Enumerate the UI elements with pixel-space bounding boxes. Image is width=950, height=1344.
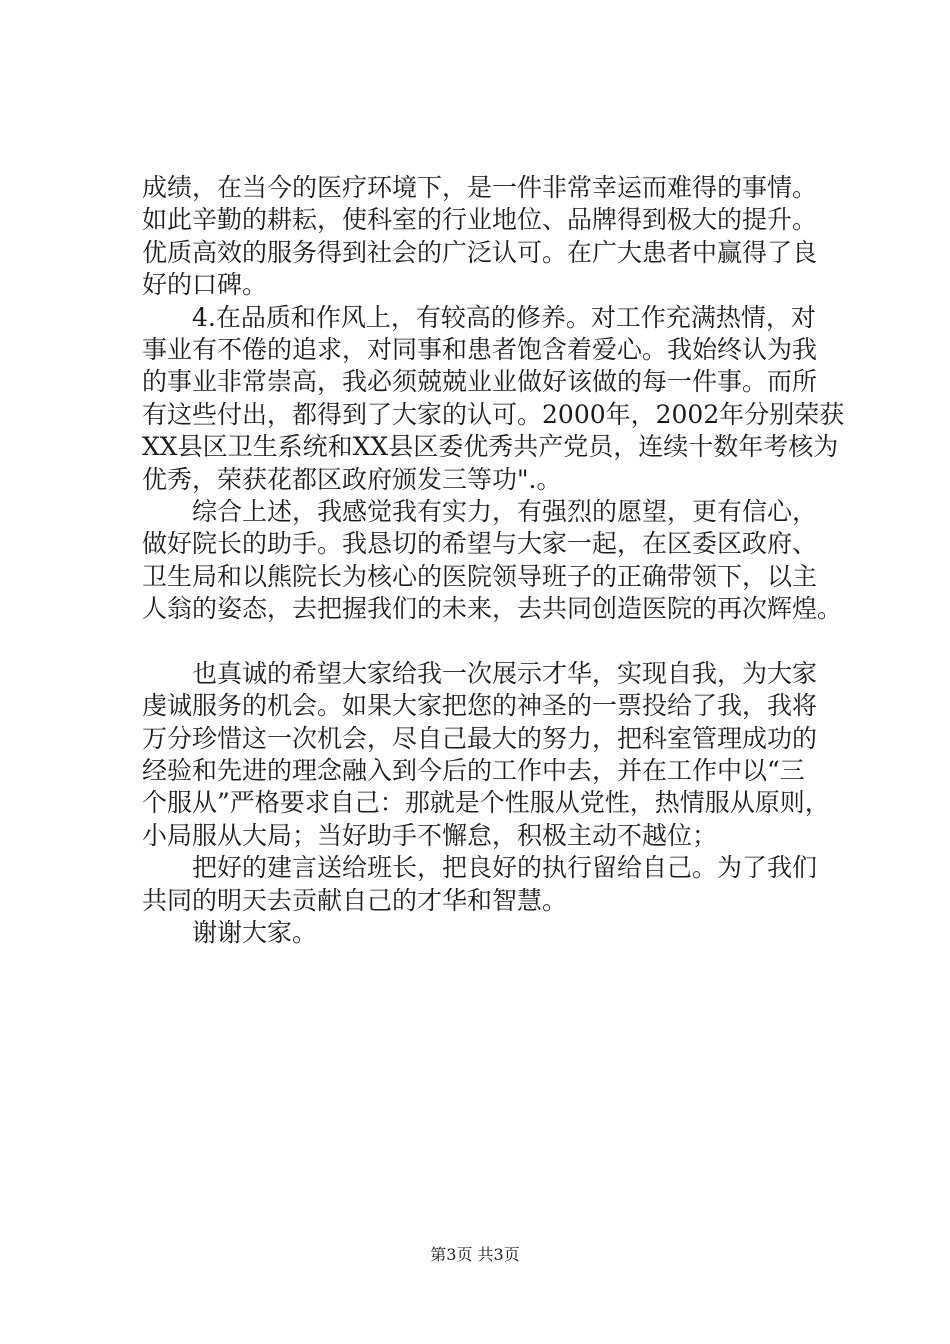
text-line: 事业有不倦的追求，对同事和患者饱含着爱心。我始终认为我 [142, 334, 818, 364]
text-line: 谢谢大家。 [142, 917, 318, 947]
text-line: 把好的建言送给班长，把良好的执行留给自己。为了我们 [142, 853, 818, 883]
document-body [142, 172, 862, 949]
text-line: 如此辛勤的耕耘，使科室的行业地位、品牌得到极大的提升。 [142, 205, 818, 235]
paragraph-gap [142, 625, 862, 657]
text-line: 共同的明天去贡献自己的才华和智慧。 [142, 885, 568, 915]
text-line: 的事业非常崇高，我必须兢兢业业做好该做的每一件事。而所 [142, 367, 818, 397]
text-line: 卫生局和以熊院长为核心的医院领导班子的正确带领下，以主 [142, 561, 818, 591]
paragraph [142, 852, 862, 917]
text-line: 综合上述，我感觉我有实力，有强烈的愿望，更有信心， [142, 496, 818, 526]
text-line: 好的口碑。 [142, 270, 268, 300]
text-line: 成绩，在当今的医疗环境下，是一件非常幸运而难得的事情。 [142, 173, 818, 202]
paragraph [142, 302, 862, 496]
text-line: XX县区卫生系统和XX县区委优秀共产党员，连续十数年考核为 [142, 432, 839, 462]
text-line: 虔诚服务的机会。如果大家把您的神圣的一票投给了我，我将 [142, 691, 818, 721]
paragraph [142, 172, 862, 302]
text-line: 优秀，荣获花都区政府颁发三等功".。 [142, 464, 562, 494]
text-line: 4.在品质和作风上，有较高的修养。对工作充满热情，对 [142, 302, 816, 332]
paragraph [142, 658, 862, 852]
text-line: 个服从”严格要求自己：那就是个性服从党性，热情服从原则， [142, 788, 830, 818]
paragraph [142, 496, 862, 626]
paragraph [142, 917, 862, 949]
text-line: 也真诚的希望大家给我一次展示才华，实现自我，为大家 [142, 658, 818, 688]
text-line: 做好院长的助手。我恳切的希望与大家一起，在区委区政府、 [142, 529, 818, 559]
text-line: 人翁的姿态，去把握我们的未来，去共同创造医院的再次辉煌。 [142, 594, 843, 624]
text-line: 小局服从大局；当好助手不懈怠，积极主动不越位； [142, 820, 718, 850]
text-line: 有这些付出，都得到了大家的认可。2000年，2002年分别荣获 [142, 399, 845, 429]
text-line: 经验和先进的理念融入到今后的工作中去，并在工作中以“三 [142, 756, 805, 786]
text-line: 万分珍惜这一次机会，尽自己最大的努力，把科室管理成功的 [142, 723, 818, 753]
page-footer: 第3页 共3页 [430, 1245, 520, 1264]
text-line: 优质高效的服务得到社会的广泛认可。在广大患者中赢得了良 [142, 237, 818, 267]
